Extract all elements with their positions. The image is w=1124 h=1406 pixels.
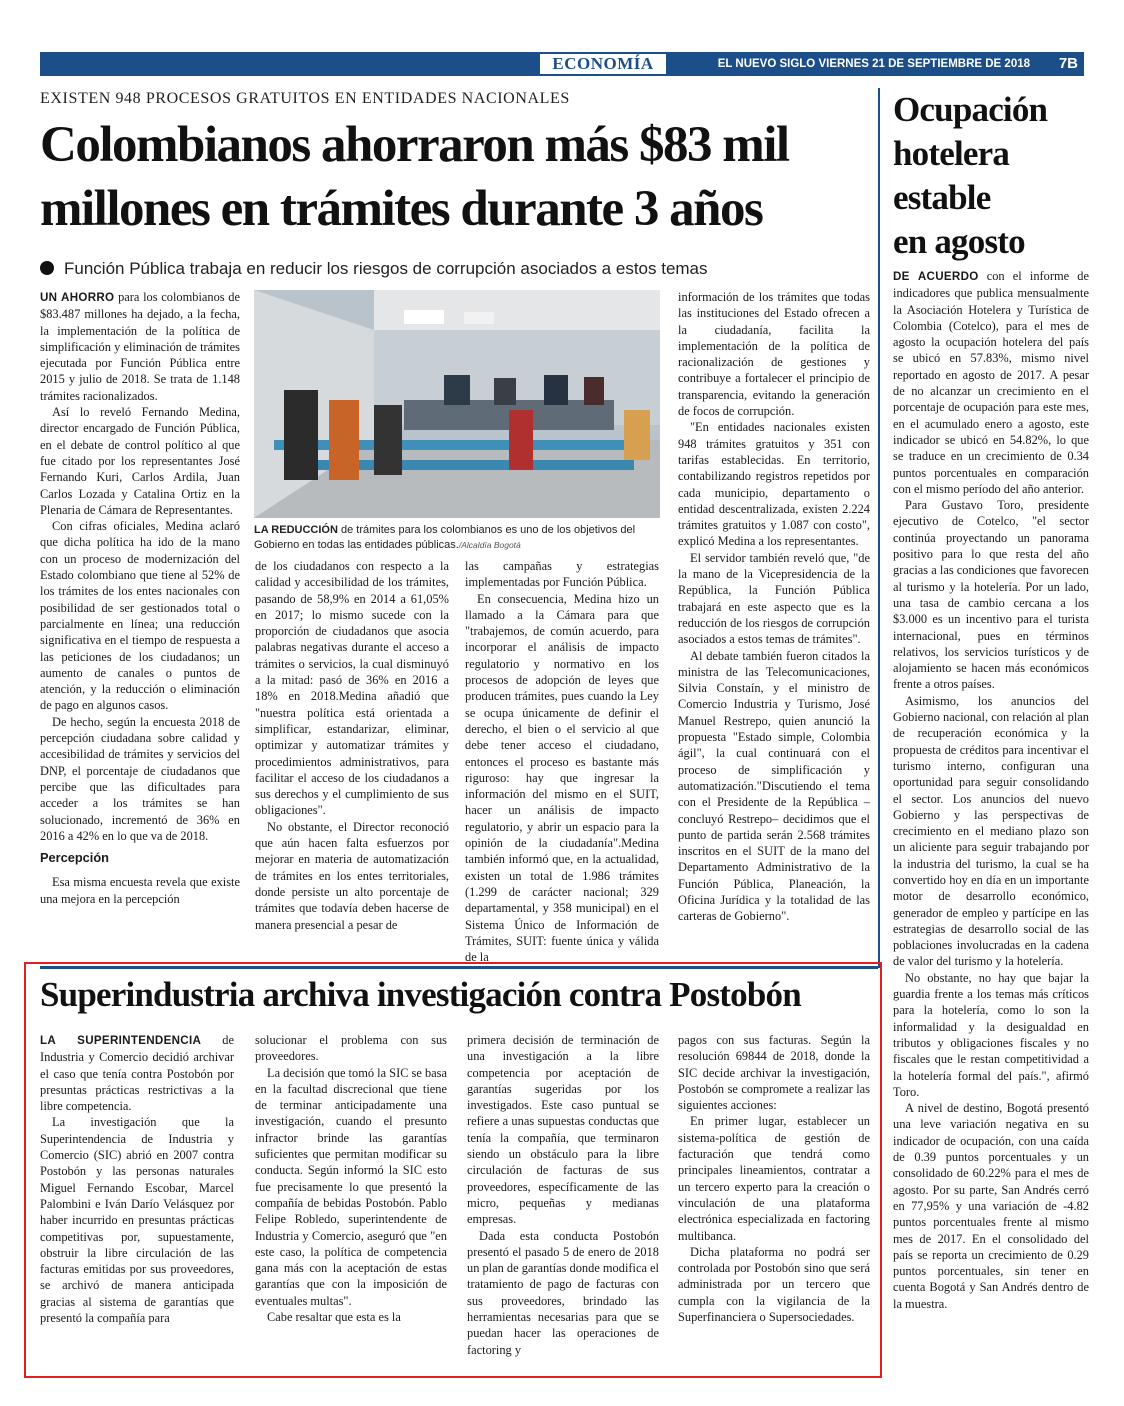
section-subtitle: Percepción: [40, 850, 109, 866]
subhead-text: Función Pública trabaja en reducir los riesgos de corrupción asociados a estos temas: [64, 259, 708, 278]
headline-line-1: Colombianos ahorraron más $83 mil: [40, 117, 789, 173]
paragraph: No obstante, no hay que bajar la guardia frente a los temas más críticos para la hotelería, como lo son la informalidad y la desigualdad en tributos y obligaciones fiscales y no fiscales que le restan competitividad a la hotelería formal del país.", afirmó Toro.: [893, 970, 1089, 1099]
sidebar-body: [893, 268, 1089, 1374]
paragraph: En primer lugar, establecer un sistema-política de gestión de facturación que tendrá como principales lineamientos, contratar a un tercero experto para la creación o vinculación de una plataforma electrónica especializada en factoring multibanca.: [678, 1114, 870, 1243]
paragraph: "En entidades nacionales existen 948 trámites gratuitos y 351 con tarifas establecidas. En territorio, contabilizando registros repetidos por cada municipio, departamento o entidad descentralizada, existen 2.224 trámites gratuitos y 1.087 con costo", explicó Medina a los representantes.: [678, 420, 870, 549]
paragraph: Así lo reveló Fernando Medina, director encargado de Función Pública, en el debate de control político al que fue citado por los representantes José Fernando Kuri, Carlos Ardila, Juan Carlos Lozada y Catalina Ortiz en la Plenaria de Cámara de Representantes.: [40, 405, 240, 517]
paragraph: primera decisión de terminación de una investigación a la libre competencia por aceptación de garantías sugeridas por los investigados. Este caso puntual se refiere a unas supuestas conductas que tenía la compañía, que terminaron siendo un obstáculo para la libre circulación de facturas de sus proveedores, específicamente de las micro, pequeñas y medianas empresas.: [467, 1033, 659, 1227]
sidebar-headline: Ocupación hotelera estable en agosto: [893, 90, 1048, 261]
box-headline: Superindustria archiva investigación contra Postobón: [40, 975, 801, 1014]
lead-in: DE ACUERDO: [893, 270, 979, 283]
article-column-3: [465, 558, 659, 965]
paragraph: A nivel de destino, Bogotá presentó una leve variación negativa en su indicador de ocupación, con una caída de 0.39 puntos porcentuales y un consolidado de 60.22% para el mes de agosto. Por su parte, San Andrés cerró en 77,95% y una variación de -4.82 puntos porcentuales frente al mismo mes de 2017. En el consolidado del país se reporta un crecimiento de 0.29 puntos porcentuales, sin tener en cuenta Bogotá y San Andrés dentro de la muestra.: [893, 1101, 1089, 1311]
caption-text: de trámites para los colombianos es uno de los objetivos del Gobierno en todas las entidades públicas.: [254, 524, 636, 551]
paragraph: Asimismo, los anuncios del Gobierno nacional, con relación al plan de recuperación económica y la propuesta de créditos para incentivar el turismo interno, configuran una oportunidad para seguir consolidando el sector. Los anuncios del nuevo Gobierno y las perspectivas de crecimiento en el mediano plazo son un aliciente para seguir trabajando por la industria del turismo, la cual se ha convertido hoy en día en un importante motor de desarrollo económico, generador de empleo y partícipe en las estrategias de desarrollo social de las poblaciones involucradas en la cadena de valor del turismo y la hotelería.: [893, 693, 1089, 969]
paragraph: UN AHORRO para los colombianos de $83.487 millones ha dejado, a la fecha, la implementación de la política de simplificación y eliminación de trámites ejecutada por Función Pública entre 2015 y julio de 2018. Se trata de 1.148 trámites racionalizados.: [40, 290, 240, 403]
paragraph: No obstante, el Director reconoció que aún hacen falta esfuerzos por mejorar en materia de automatización de trámites en los entes territoriales, donde persiste un alto porcentaje de trámites que todavía deben hacerse de manera presencial a pesar de: [255, 819, 449, 932]
bullet-icon: [40, 261, 54, 275]
lead-in: LA SUPERINTENDENCIA: [40, 1034, 202, 1047]
lead-in: UN AHORRO: [40, 291, 115, 304]
box-top-rule: [40, 966, 878, 969]
newspaper-date: EL NUEVO SIGLO VIERNES 21 DE SEPTIEMBRE DE 2018: [717, 58, 1030, 70]
paragraph: información de los trámites que todas las instituciones del Estado ofrecen a la ciudadanía, facilita la implementación de la política de racionalización de gestiones y contribuye a fortalecer el principio de transparencia, evitando la generación de focos de corrupción.: [678, 290, 870, 419]
office-waiting-room-image: [254, 290, 660, 518]
article-headline: [40, 114, 880, 242]
paragraph: Con cifras oficiales, Medina aclaró que dicha política ha ido de la mano con un proceso de modernización del Estado colombiano que tiene al 52% de los trámites de los entes nacionales con posibilidad de ser gestionados total o parcialmente en línea; una reducción significativa en el tiempo de respuesta a las peticiones de los ciudadanos; un aumento de canales o puntos de atención, y la reducción o eliminación de pago en algunos casos.: [40, 519, 240, 713]
paragraph: pagos con sus facturas. Según la resolución 69844 de 2018, donde la SIC decide archivar la investigación, Postobón se compromete a realizar las siguientes acciones:: [678, 1033, 870, 1113]
section-header-bar: [40, 52, 1084, 76]
paragraph: En consecuencia, Medina hizo un llamado a la Cámara para que "trabajemos, de común acuerdo, para incorporar el análisis de impacto regulatorio y normativo en los procesos de adopción de leyes que producen trámites, pues cuando la Ley se ocupa únicamente de definir el derecho, el bien o el servicio al que debe tener acceso el ciudadano, entonces el proceso es bastante más riguroso: hay que ingresar la información del mismo en el SUIT, hacer un análisis de impacto regulatorio, y abrir un espacio para la opinión de la ciudadanía".Medina también informó que, en la actualidad, existen un total de 1.986 trámites (1.299 de carácter nacional; 329 departamental, y 358 municipal) en el Sistema Único de Información de Trámites, SUIT: fuente única y válida de la: [465, 591, 659, 965]
caption-lead: LA REDUCCIÓN: [254, 524, 338, 536]
article-kicker: EXISTEN 948 PROCESOS GRATUITOS EN ENTIDADES NACIONALES: [40, 90, 570, 107]
photo-credit: /Alcaldía Bogotá: [458, 540, 521, 550]
headline-line-2: millones en trámites durante 3 años: [40, 180, 763, 237]
article-subhead: [40, 259, 708, 279]
article-photo: [254, 290, 660, 518]
sidebar-divider: [878, 88, 880, 968]
box-column-1: [40, 1032, 234, 1354]
article-column-1: [40, 289, 240, 957]
paragraph: solucionar el problema con sus proveedores.: [255, 1033, 447, 1064]
box-column-4: [678, 1032, 870, 1354]
paragraph: La investigación que la Superintendencia de Industria y Comercio (SIC) abrió en 2007 contra Postobón y las personas naturales Miguel Fernando Escobar, Marcel Palombini e Iván Darío Velásquez por haber incurrido en presuntas prácticas competitivas por, supuestamente, obstruir la libre circulación de las facturas emitidas por sus proveedores, se archivó de manera anticipada gracias al sistema de garantías que presentó la compañía para: [40, 1115, 234, 1326]
article-column-2: [255, 558, 449, 956]
paragraph: El servidor también reveló que, "de la mano de la Vicepresidencia de la República, la Función Pública trabajará en este aspecto que es la reducción de los riesgos de corrupción asociados a estos temas de trámites".: [678, 550, 870, 647]
paragraph: de los ciudadanos con respecto a la calidad y accesibilidad de los trámites, pasando de 58,9% en 2014 a 61,05% en 2017; lo mismo sucede con la proporción de ciudadanos que asocia palabras negativas durante el acceso a trámites o servicios, la cual disminuyó a la mitad: pasó de 36% en 2016 a 18% en 2018.Medina añadió que "nuestra política está orientada a simplificar, estandarizar, eliminar, optimizar y automatizar trámites y procedimientos administrativos, para facilitar el acceso de los ciudadanos a sus derechos y el cumplimiento de sus obligaciones".: [255, 559, 449, 818]
section-name: ECONOMÍA: [540, 54, 666, 74]
paragraph: las campañas y estrategias implementadas por Función Pública.: [465, 559, 659, 590]
paragraph: Cabe resaltar que esta es la: [267, 1310, 401, 1325]
page-number: 7B: [1058, 55, 1078, 72]
paragraph: Dada esta conducta Postobón presentó el pasado 5 de enero de 2018 un plan de garantías donde modifica el tratamiento de pago de facturas con sus proveedores, brindado las herramientas necesarias para que se puedan hacer las operaciones de factoring y: [467, 1228, 659, 1357]
paragraph: Para Gustavo Toro, presidente ejecutivo de Cotelco, "el sector continúa proyectando un panorama positivo para lo que resta del año gracias a las condiciones que favorecen al turismo y la hotelería. Por un lado, una tasa de cambio cercana a los $3.000 es un incentivo para el turista internacional, pues en términos relativos, los servicios turísticos y de alojamiento se hacen más económicos frente a otros países.: [893, 498, 1089, 692]
paragraph: De hecho, según la encuesta 2018 de percepción ciudadana sobre calidad y accesibilidad de trámites y servicios del DNP, el porcentaje de ciudadanos que percibe que las dificultades para acceder a los trámites se han solucionado, incrementó de 36% en 2016 a 42% en lo que va de 2018.: [40, 714, 240, 843]
box-column-2: [255, 1032, 447, 1354]
article-column-4: [678, 289, 870, 957]
photo-caption: [254, 523, 660, 553]
paragraph: La decisión que tomó la SIC se basa en la facultad discrecional que tiene de terminar anticipadamente una investigación, cuando el presunto infractor brinde las garantías suficientes que permitan modificar su conducta. Según informó la SIC esto fue precisamente lo que presentó la compañía de bebidas Postobón. Pablo Felipe Robledo, superintendente de Industria y Comercio, aseguró que "en este caso, la política de competencia gana más con la aceptación de estas garantías que con la imposición de eventuales multas".: [255, 1065, 447, 1308]
paragraph: LA SUPERINTENDENCIA de Industria y Comercio decidió archivar el caso que tenía contra Postobón por presuntas prácticas restrictivas a la libre competencia.: [40, 1033, 234, 1114]
paragraph: Esa misma encuesta revela que existe una mejora en la percepción: [40, 875, 240, 906]
paragraph: DE ACUERDO con el informe de indicadores que publica mensualmente la Asociación Hotelera y Turística de Colombia (Cotelco), para el mes de agosto la ocupación hotelera del país se ubicó en 57.83%, mismo nivel reportado en agosto de 2017. A pesar de no alcanzar un crecimiento en el porcentaje de ocupación para este mes, en el acumulado enero a agosto, este indicador se ubicó en 54.82%, lo que se traduce en un crecimiento de 0.34 puntos porcentuales en comparación con el mismo período del año anterior.: [893, 269, 1089, 496]
paragraph: Al debate también fueron citados la ministra de las Telecomunicaciones, Silvia Constaín, y el ministro de Comercio Industria y Turismo, José Manuel Restrepo, quien anunció la propuesta "Estado simple, Colombia ágil", la cual continuará con el proceso de simplificación y automatización."Discutiendo el tema con el Presidente de la República –concluyó Restrepo– decidimos que el punto de partida serán 2.568 trámites inscritos en el SUIT de la mano del Departamento Administrativo de la Función Pública, Planeación, la Oficina Jurídica y la totalidad de las carteras de Gobierno".: [678, 648, 870, 924]
paragraph: Dicha plataforma no podrá ser controlada por Postobón sino que será administrada por un tercero que cumpla con la vigilancia de la Superfinanciera o Supersociedades.: [678, 1244, 870, 1325]
box-column-3: [467, 1032, 659, 1357]
